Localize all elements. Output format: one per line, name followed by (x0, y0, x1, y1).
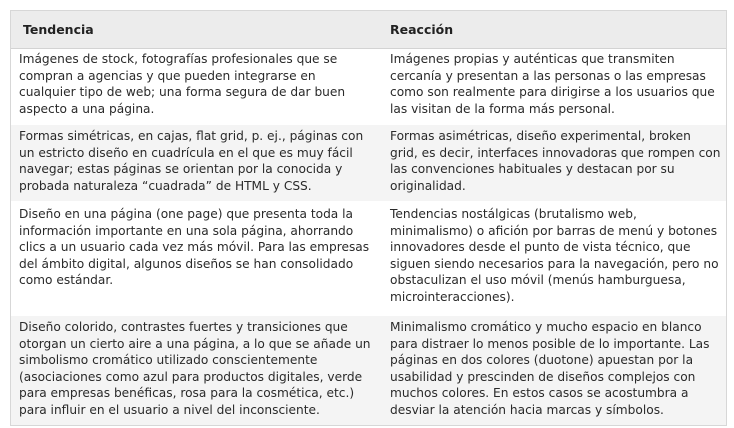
comparison-table-container (10, 10, 727, 426)
table-header-row (11, 11, 726, 49)
cell-tendencia: Formas simétricas, en cajas, flat grid, p. ej., páginas con un estricto diseño en cuadrícula en el que es muy fácil navegar; estas páginas se orientan por la conocida y probada naturaleza “cuadrada” de HTML y CSS. (11, 125, 379, 201)
header-tendencia: Tendencia (11, 11, 379, 49)
cell-tendencia: Imágenes de stock, fotografías profesionales que se compran a agencias y que pueden integrarse en cualquier tipo de web; una forma segura de dar buen aspecto a una página. (11, 49, 379, 126)
trend-reaction-table (11, 11, 726, 425)
cell-reaccion: Minimalismo cromático y mucho espacio en blanco para distraer lo menos posible de lo importante. Las páginas en dos colores (duotone) apuestan por la usabilidad y prescinden de diseños complejos con muchos colores. En estos casos se acostumbra a desviar la atención hacia marcas y símbolos. (379, 316, 726, 425)
header-reaccion: Reacción (379, 11, 726, 49)
cell-reaccion: Imágenes propias y auténticas que transmiten cercanía y presentan a las personas o las empresas como son realmente para dirigirse a los usuarios que las visitan de la forma más personal. (379, 49, 726, 126)
cell-tendencia: Diseño colorido, contrastes fuertes y transiciones que otorgan un cierto aire a una página, a lo que se añade un simbolismo cromático utilizado conscientemente (asociaciones como azul para productos digitales, verde para empresas benéficas, rosa para la cosmética, etc.) para influir en el usuario a nivel del inconsciente. (11, 316, 379, 425)
cell-reaccion: Tendencias nostálgicas (brutalismo web, minimalismo) o afición por barras de menú y botones innovadores desde el punto de vista técnico, que siguen siendo necesarios para la navegación, pero no obstaculizan el uso móvil (menús hamburguesa, microinteracciones). (379, 201, 726, 316)
cell-tendencia: Diseño en una página (one page) que presenta toda la información importante en una sola página, ahorrando clics a un usuario cada vez más móvil. Para las empresas del ámbito digital, algunos diseños se han consolidado como estándar. (11, 201, 379, 316)
table-row (11, 125, 726, 201)
table-row (11, 49, 726, 126)
table-row (11, 316, 726, 425)
cell-reaccion: Formas asimétricas, diseño experimental, broken grid, es decir, interfaces innovadoras que rompen con las convenciones habituales y destacan por su originalidad. (379, 125, 726, 201)
table-row (11, 201, 726, 316)
